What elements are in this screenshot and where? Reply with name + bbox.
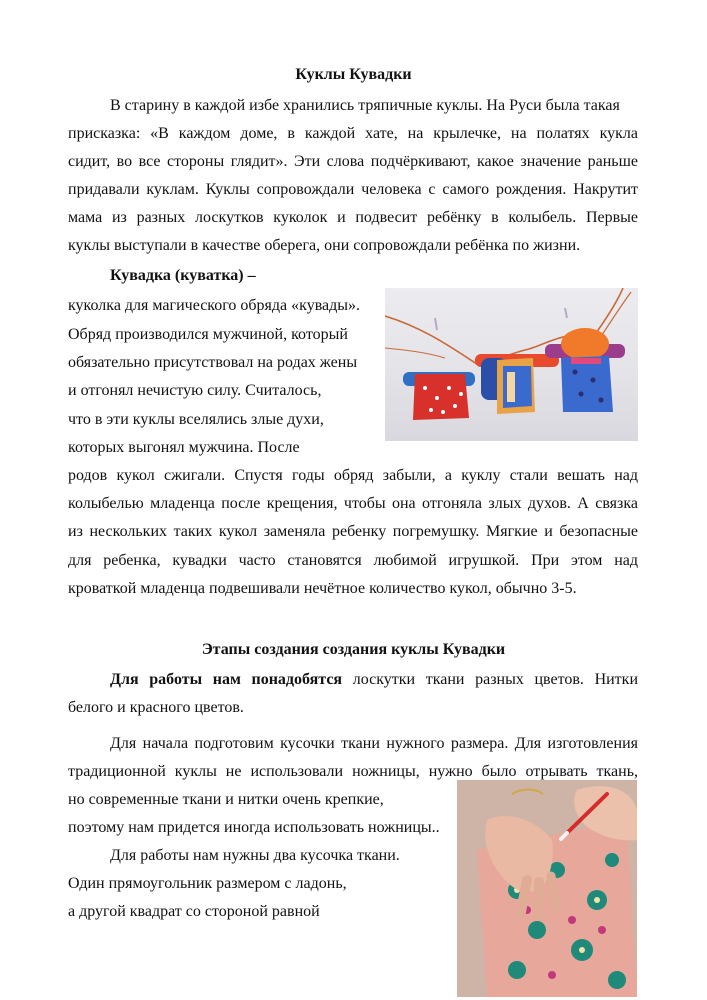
kuvadka-line-5: что в эти куклы вселялись злые духи, xyxy=(68,411,324,428)
kuvadka-line-2: Обряд производился мужчиной, который xyxy=(68,326,348,343)
kuvadka-heading: Кувадка (куватка) – xyxy=(110,267,256,284)
kuvadka-line-6: которых выгонял мужчина. После xyxy=(68,439,300,456)
prep-line-1: Для начала подготовим кусочки ткани нужного размера. Для изготовления xyxy=(110,735,638,752)
fabric-hands-photo xyxy=(457,780,637,997)
intro-line-4: придавали куклам. Куклы сопровождали человека с самого рождения. Накрутит xyxy=(68,181,638,198)
kuvadka-rest-line-3: из нескольких таких кукол заменяла ребенку погремушку. Мягкие и безопасные xyxy=(68,523,638,540)
kuvadka-line-3: обязательно присутствовал на родах жены xyxy=(68,354,358,371)
intro-line-3: сидит, во все стороны глядит». Эти слова подчёркивают, какое значение раньше xyxy=(68,153,638,170)
kuvadka-dolls-photo xyxy=(385,288,638,441)
intro-line-5: мама из разных лоскутков куколок и подвесит ребёнку в колыбель. Первые xyxy=(68,209,638,226)
prep-line-2: традиционной куклы не использовали ножницы, нужно было отрывать ткань, xyxy=(68,763,638,780)
fabric-line-3: а другой квадрат со стороной равной xyxy=(68,903,320,920)
dolls-illustration xyxy=(385,288,638,441)
materials-rest: лоскутки ткани разных цветов. Нитки xyxy=(342,671,639,688)
document-title: Куклы Кувадки xyxy=(295,66,412,83)
fabric-illustration xyxy=(457,780,637,997)
fabric-line-2: Один прямоугольник размером с ладонь, xyxy=(68,875,347,892)
kuvadka-rest-line-1: родов кукол сжигали. Спустя годы обряд забыли, а куклу стали вешать над xyxy=(68,467,638,484)
kuvadka-rest-line-4: для ребенка, кувадки часто становятся любимой игрушкой. При этом над xyxy=(68,552,638,569)
prep-short-1: но современные ткани и нитки очень крепкие, xyxy=(68,791,384,808)
intro-line-1: В старину в каждой избе хранились тряпичные куклы. На Руси была такая xyxy=(110,97,620,114)
kuvadka-rest-line-2: колыбелью младенца после крещения, чтобы она отгоняла злых духов. А связка xyxy=(68,495,638,512)
fabric-line-1: Для работы нам нужны два кусочка ткани. xyxy=(110,847,400,864)
intro-line-6: куклы выступали в качестве оберега, они сопровождали ребёнка по жизни. xyxy=(68,237,581,254)
kuvadka-line-1: куколка для магического обряда «кувады». xyxy=(68,297,361,314)
materials-line-1 xyxy=(110,671,638,689)
kuvadka-rest-line-5: кроваткой младенца подвешивали нечётное количество кукол, обычно 3-5. xyxy=(68,580,577,597)
kuvadka-line-4: и отгонял нечистую силу. Считалось, xyxy=(68,382,322,399)
materials-line-2: белого и красного цветов. xyxy=(68,699,244,716)
materials-bold: Для работы нам понадобятся xyxy=(110,671,343,688)
prep-short-2: поэтому нам придется иногда использовать ножницы.. xyxy=(68,819,440,836)
stages-title: Этапы создания создания куклы Кувадки xyxy=(201,641,506,658)
intro-line-2: присказка: «В каждом доме, в каждой хате, на крылечке, на полатях кукла xyxy=(68,125,638,142)
